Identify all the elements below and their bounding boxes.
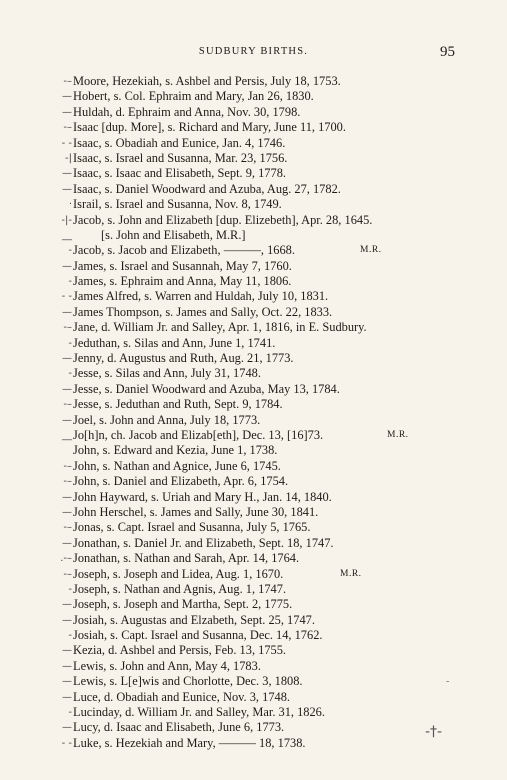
list-item xyxy=(0,536,507,551)
list-item xyxy=(0,74,507,89)
record-source-mark: M.R. xyxy=(387,429,409,440)
entry-text: Isaac, s. Obadiah and Eunice, Jan. 4, 1746. xyxy=(73,135,286,150)
list-item xyxy=(0,120,507,135)
entry-text: Isaac, s. Israel and Susanna, Mar. 23, 1756. xyxy=(73,150,288,165)
margin-mark: -– xyxy=(63,568,72,580)
entry-text: Moore, Hezekiah, s. Ashbel and Persis, July 18, 1753. xyxy=(73,74,341,88)
entry-text: Joseph, s. Joseph and Lidea, Aug. 1, 1670. xyxy=(73,566,284,581)
entry-text: Isaac, s. Isaac and Elisabeth, Sept. 9, 1778. xyxy=(73,166,286,181)
list-item xyxy=(0,151,507,166)
list-item xyxy=(0,289,507,304)
entry-text: Lucy, d. Isaac and Elisabeth, June 6, 1773. xyxy=(73,720,285,735)
list-item xyxy=(0,505,507,520)
entry-text: Jonathan, s. Daniel Jr. and Elizabeth, Sept. 18, 1747. xyxy=(73,535,334,550)
margin-mark: — xyxy=(62,106,72,118)
margin-mark: — xyxy=(62,660,72,672)
entry-text: Jo[h]n, ch. Jacob and Elizab[eth], Dec. 13, [16]73. xyxy=(73,427,324,442)
margin-mark: -– xyxy=(63,460,72,472)
margin-mark: - xyxy=(68,583,72,595)
entry-text: John Hayward, s. Uriah and Mary H., Jan. 14, 1840. xyxy=(73,489,332,504)
margin-mark: - xyxy=(68,707,72,719)
margin-mark: — xyxy=(62,383,72,395)
margin-mark: — xyxy=(62,91,72,103)
margin-mark: · xyxy=(68,199,72,211)
birth-entries-list xyxy=(0,74,507,751)
entry-text: Lucinday, d. William Jr. and Salley, Mar. 31, 1826. xyxy=(73,705,325,720)
entry-text: Jesse, s. Silas and Ann, July 31, 1748. xyxy=(73,366,261,381)
entry-text: Luce, d. Obadiah and Eunice, Nov. 3, 1748. xyxy=(73,689,291,704)
entry-text: Joel, s. John and Anna, July 18, 1773. xyxy=(73,412,261,427)
margin-mark: - xyxy=(68,337,72,349)
entry-text: Huldah, d. Ephraim and Anna, Nov. 30, 1798. xyxy=(73,104,301,119)
margin-mark: — xyxy=(62,491,72,503)
record-source-mark: M.R. xyxy=(360,245,382,256)
margin-mark: __ xyxy=(62,229,72,241)
margin-mark: - - xyxy=(61,137,72,149)
list-item xyxy=(0,705,507,720)
margin-mark: — xyxy=(62,506,72,518)
entry-text: James Thompson, s. James and Sally, Oct. 22, 1833. xyxy=(73,304,333,319)
margin-mark: — xyxy=(62,676,72,688)
list-item xyxy=(0,597,507,612)
list-item xyxy=(0,459,507,474)
entry-text: Lewis, s. L[e]wis and Chorlotte, Dec. 3, 1808. xyxy=(73,674,303,689)
entry-text: John Herschel, s. James and Sally, June 30, 1841. xyxy=(73,504,319,519)
list-item xyxy=(0,582,507,597)
entry-text: Hobert, s. Col. Ephraim and Mary, Jan 26, 1830. xyxy=(73,89,314,104)
entry-text: John, s. Nathan and Agnice, June 6, 1745. xyxy=(73,458,281,473)
list-item xyxy=(0,567,507,582)
list-item xyxy=(0,182,507,197)
list-item xyxy=(0,228,507,243)
corner-mark: -†- xyxy=(425,724,443,740)
margin-mark: — xyxy=(62,537,72,549)
list-item xyxy=(0,643,507,658)
list-item xyxy=(0,105,507,120)
list-item xyxy=(0,474,507,489)
list-item xyxy=(0,351,507,366)
entry-text: [s. John and Elisabeth, M.R.] xyxy=(101,227,246,242)
list-item xyxy=(0,259,507,274)
stray-mark: - xyxy=(446,676,450,687)
margin-mark: — xyxy=(62,260,72,272)
margin-mark: — xyxy=(62,168,72,180)
entry-text: Josiah, s. Capt. Israel and Susanna, Dec. 14, 1762. xyxy=(73,628,323,643)
entry-text: Jacob, s. John and Elizabeth [dup. Elizebeth], Apr. 28, 1645. xyxy=(73,212,373,227)
list-item xyxy=(0,428,507,443)
margin-mark: - xyxy=(68,630,72,642)
margin-mark: - xyxy=(68,276,72,288)
entry-text: Isaac, s. Daniel Woodward and Azuba, Aug. 27, 1782. xyxy=(73,181,341,196)
list-item xyxy=(0,89,507,104)
margin-mark: -– xyxy=(63,322,72,334)
margin-mark: __ xyxy=(62,429,72,441)
entry-text: James Alfred, s. Warren and Huldah, July 10, 1831. xyxy=(73,289,329,304)
entry-text: John, s. Daniel and Elizabeth, Apr. 6, 1754. xyxy=(73,474,289,489)
running-title: SUDBURY BIRTHS. xyxy=(198,46,309,57)
entry-text: Isaac [dup. More], s. Richard and Mary, June 11, 1700. xyxy=(73,120,346,135)
entry-text: Luke, s. Hezekiah and Mary, ——— 18, 1738. xyxy=(73,735,306,750)
margin-mark: — xyxy=(62,614,72,626)
list-item xyxy=(0,613,507,628)
list-item xyxy=(0,213,507,228)
list-item xyxy=(0,305,507,320)
margin-mark: -– xyxy=(63,399,72,411)
list-item xyxy=(0,197,507,212)
list-item xyxy=(0,674,507,689)
entry-text: Joseph, s. Nathan and Agnis, Aug. 1, 1747. xyxy=(73,581,287,596)
entry-text: Lewis, s. John and Ann, May 4, 1783. xyxy=(73,658,261,673)
margin-mark: -| xyxy=(65,152,72,164)
margin-mark: — xyxy=(62,722,72,734)
list-item xyxy=(0,443,507,458)
list-item xyxy=(0,490,507,505)
list-item xyxy=(0,413,507,428)
list-item xyxy=(0,382,507,397)
margin-mark: - - xyxy=(61,291,72,303)
margin-mark: -– xyxy=(63,76,72,87)
margin-mark: — xyxy=(62,306,72,318)
margin-mark: — xyxy=(62,599,72,611)
entry-text: Joseph, s. Joseph and Martha, Sept. 2, 1775. xyxy=(73,597,293,612)
list-item xyxy=(0,320,507,335)
entry-text: Kezia, d. Ashbel and Persis, Feb. 13, 1755. xyxy=(73,643,287,658)
entry-text: Jenny, d. Augustus and Ruth, Aug. 21, 1773. xyxy=(73,351,294,366)
margin-mark: - xyxy=(68,368,72,380)
entry-text: Jesse, s. Daniel Woodward and Azuba, May 13, 1784. xyxy=(73,381,340,396)
list-item xyxy=(0,366,507,381)
margin-mark: -– xyxy=(63,122,72,134)
entry-text: John, s. Edward and Kezia, June 1, 1738. xyxy=(73,443,278,458)
margin-mark: — xyxy=(62,645,72,657)
list-item xyxy=(0,659,507,674)
entry-text: Jonas, s. Capt. Israel and Susanna, July 5, 1765. xyxy=(73,520,311,535)
list-item xyxy=(0,628,507,643)
entry-text: Jacob, s. Jacob and Elizabeth, ———, 1668. xyxy=(73,243,295,258)
list-item xyxy=(0,274,507,289)
list-item xyxy=(0,166,507,181)
margin-mark: — xyxy=(62,691,72,703)
entry-text: James, s. Ephraim and Anna, May 11, 1806. xyxy=(73,274,292,289)
page-number: 95 xyxy=(440,44,455,60)
list-item xyxy=(0,690,507,705)
list-item xyxy=(0,551,507,566)
entry-text: Israil, s. Israel and Susanna, Nov. 8, 1749. xyxy=(73,197,282,212)
entry-text: Jane, d. William Jr. and Salley, Apr. 1, 1816, in E. Sudbury. xyxy=(73,320,367,335)
margin-mark: — xyxy=(62,353,72,365)
page-header xyxy=(0,44,507,64)
entry-text: Jesse, s. Jeduthan and Ruth, Sept. 9, 1784. xyxy=(73,397,283,412)
entry-text: Josiah, s. Augustas and Elzabeth, Sept. 25, 1747. xyxy=(73,612,315,627)
list-item xyxy=(0,336,507,351)
margin-mark: .-– xyxy=(60,553,72,565)
list-item xyxy=(0,397,507,412)
margin-mark: -|- xyxy=(61,214,72,226)
margin-mark: -– xyxy=(63,522,72,534)
margin-mark: — xyxy=(62,414,72,426)
list-item xyxy=(0,243,507,258)
entry-text: Jeduthan, s. Silas and Ann, June 1, 1741. xyxy=(73,335,276,350)
entry-text: Jonathan, s. Nathan and Sarah, Apr. 14, 1764. xyxy=(73,551,300,566)
entry-text: James, s. Israel and Susannah, May 7, 1760. xyxy=(73,258,292,273)
record-source-mark: M.R. xyxy=(340,568,362,579)
list-item xyxy=(0,136,507,151)
list-item xyxy=(0,520,507,535)
margin-mark: -– xyxy=(63,476,72,488)
margin-mark: - xyxy=(68,245,72,257)
margin-mark: - - xyxy=(61,737,72,749)
margin-mark: — xyxy=(62,183,72,195)
